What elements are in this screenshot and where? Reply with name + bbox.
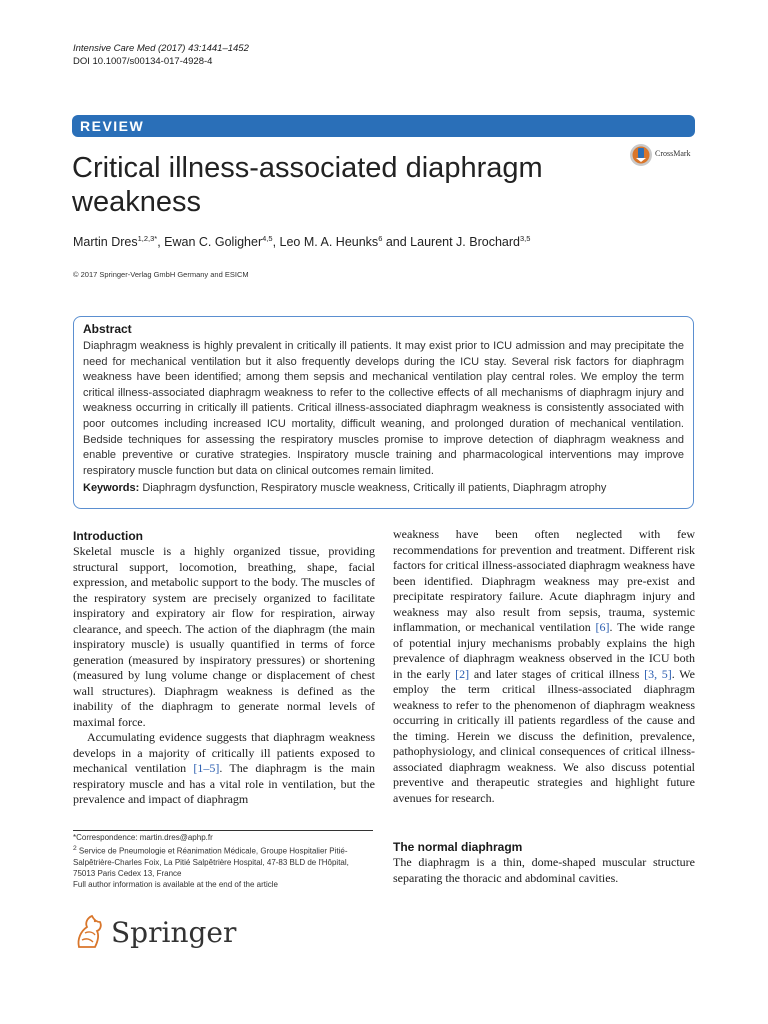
crossmark-badge[interactable] [629,143,703,167]
introduction-paragraph [73,730,375,808]
left-column [73,528,375,808]
author-separator: and [382,235,411,250]
footnotes [73,832,373,890]
body-paragraph [393,527,695,806]
author-affiliation: 3,5 [519,234,531,243]
crossmark-icon [629,143,653,167]
paragraph-text: . The wide range of potential injury mechanisms probably explains the high prevalence of diaphragm weakness observed in the ICU both in the early [393,620,695,681]
affiliation-text: Service de Pneumologie et Réanimation Médicale, Groupe Hospitalier Pitié-Salpêtrière-Charles Foix, La Pitié Salpêtrière Hospital, 47-83 BLD de l'Hôpital, 75013 Paris Cedex 13, France [73,846,349,878]
author-affiliation: 6 [378,234,383,243]
citation-link[interactable]: [1–5] [193,761,220,775]
author-separator: , [157,235,165,250]
paragraph-text: weakness have been often neglected with few recommendations for prevention and treatment. Different risk factors for critical illness-associated diaphragm weakness have been identified. Diaphragm weakness may pre-exist and precipitate respiratory failure. Acute diaphragm injury and weakness may also result from sepsis, trauma, systemic inflammation, or mechanical ventilation [393,527,695,634]
affiliation-marker: 2 [73,845,77,852]
publisher-logo [73,913,237,949]
keywords [83,481,684,496]
crossmark-label: CrossMark [655,149,691,158]
keywords-list: Diaphragm dysfunction, Respiratory muscle weakness, Critically ill patients, Diaphragm atrophy [142,482,607,495]
normal-diaphragm-section [393,855,695,886]
normal-diaphragm-heading: The normal diaphragm [393,840,523,854]
author-info-note: Full author information is available at the end of the article [73,879,279,889]
keywords-label: Keywords: [83,482,140,495]
author-list [73,231,530,250]
abstract-heading: Abstract [83,322,132,336]
springer-horse-icon [73,913,107,949]
citation-link[interactable]: [3, 5] [644,666,672,681]
citation-link[interactable]: [2] [455,666,470,681]
abstract-text: Diaphragm weakness is highly prevalent in critically ill patients. It may exist prior to ICU admission and may precipitate the need for mechanical ventilation but it also frequently develops during the ICU stay. Several risk factors for diaphragm weakness have been identified; among them sepsis and mechanical ventilation play central roles. We employ the term critical illness-associated diaphragm weakness to refer to the collective effects of all mechanisms of diaphragm injury and weakness occurring in critically ill patients. Critical illness-associated diaphragm weakness is consistently associated with poor outcomes including increased ICU mortality, difficult weaning, and prolonged duration of mechanical ventilation. Bedside techniques for assessing the respiratory muscles promise to improve detection of diaphragm weakness and enable preventive or curative strategies. Inspiratory muscle training and pharmacological interventions may improve respiratory muscle function but data on clinical outcomes remain limited. [83,340,684,477]
doi: DOI 10.1007/s00134-017-4928-4 [73,56,213,67]
abstract-box [73,316,694,509]
author-affiliation: 1,2,3* [137,234,158,243]
author-affiliation: 4,5 [262,234,273,243]
affiliation-note [73,843,373,879]
journal-citation: Intensive Care Med (2017) 43:1441–1452 [73,43,249,54]
author-name: Laurent J. Brochard [410,235,520,250]
author-separator: , [272,235,280,250]
author-name: Ewan C. Goligher [164,235,263,250]
author-name: Leo M. A. Heunks [279,235,379,250]
paragraph-text: . We employ the term critical illness-associated diaphragm weakness to refer to the phenomenon of diaphragm weakness occurring in critically ill patients regardless of the cause and the timing. Herein we discuss the definition, prevalence, pathophysiology, and clinical consequences of critical illness-associated diaphragm weakness. We also discuss potential preventive and therapeutic strategies and highlight future avenues for research. [393,666,695,805]
body-paragraph: The diaphragm is a thin, dome-shaped muscular structure separating the thoracic and abdominal cavities. [393,855,695,885]
author-name: Martin Dres [73,235,138,250]
paragraph-text: . The diaphragm is the main respiratory muscle and has a vital role in ventilation, but the prevalence and impact of diaphragm [73,761,375,806]
copyright: © 2017 Springer-Verlag GmbH Germany and ESICM [73,270,249,279]
footnote-divider [73,830,373,831]
article-type-label: REVIEW [80,118,145,134]
article-title: Critical illness-associated diaphragm weakness [72,152,543,218]
correspondence: *Correspondence: martin.dres@aphp.fr [73,833,213,842]
paragraph-text: Accumulating evidence suggests that diaphragm weakness develops in a majority of critically ill patients exposed to mechanical ventilation [73,730,375,775]
introduction-heading: Introduction [73,529,143,543]
publisher-name: Springer [111,916,237,949]
citation-link[interactable]: [6] [595,620,610,634]
introduction-paragraph: Skeletal muscle is a highly organized tissue, providing structural support, locomotion, breathing, shape, facial expression, and metabolic support to the body. The muscles of the respiratory system are precisely organized to facilitate inspiratory and expiratory air flow for respiration, airway clearance, and speech. The action of the diaphragm (the main inspiratory muscle) is usually quantified in terms of force generation (measured by inspiratory pressures) or shortening (measured by lung volume change or displacement of chest wall structures). Diaphragm weakness is defined as the inability of the diaphragm to generate normal levels of maximal force. [73,544,375,729]
paragraph-text: and later stages of critical illness [469,666,645,681]
right-column [393,527,695,806]
article-type-banner [72,115,695,137]
